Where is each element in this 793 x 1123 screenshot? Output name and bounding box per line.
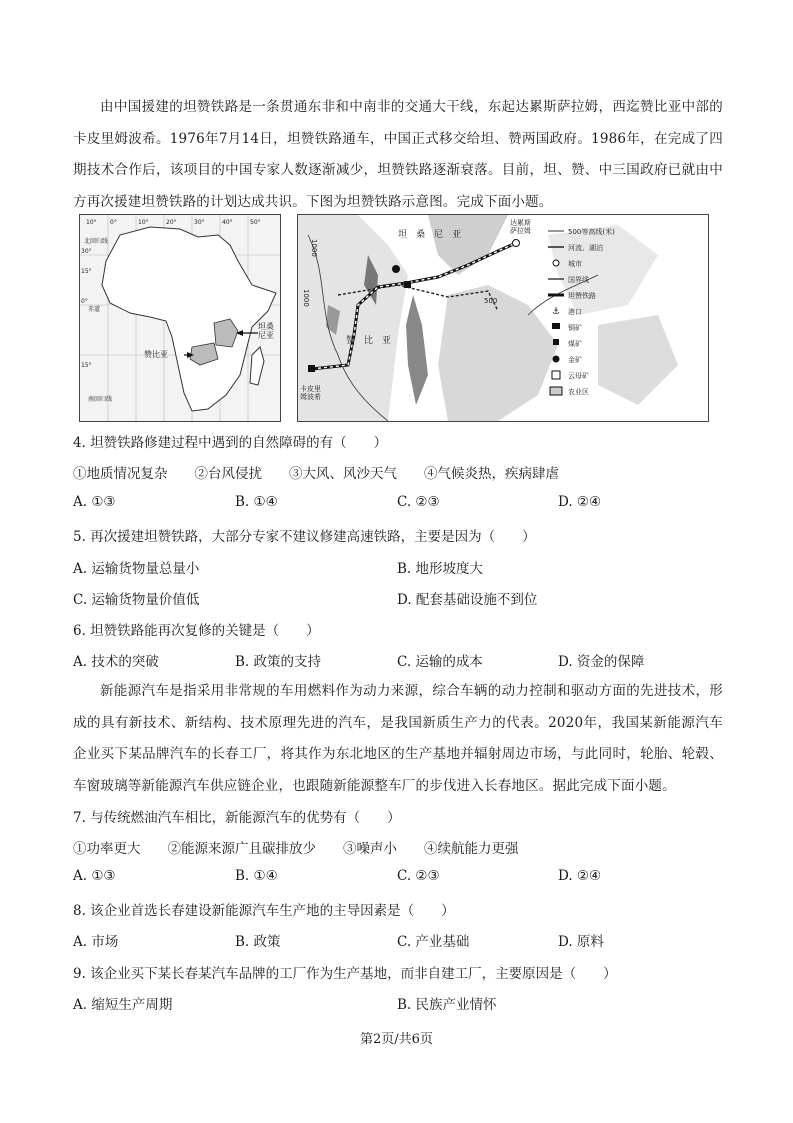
question-4-option-d[interactable]: D. ②④ xyxy=(558,494,602,510)
legend-mica: 云母矿 xyxy=(568,372,589,380)
lat-label: 0° xyxy=(81,298,88,305)
question-4-option-c[interactable]: C. ②③ xyxy=(397,494,440,510)
legend-gold: 金矿 xyxy=(568,356,582,364)
equator-label: 赤道 xyxy=(88,306,101,313)
legend-port: 港口 xyxy=(568,308,582,316)
question-6-stem: 6. 坦赞铁路能再次复修的关键是（ ） xyxy=(73,623,320,639)
passage-nev: 新能源汽车是指采用非常规的车用燃料作为动力来源，综合车辆的动力控制和驱动方面的先进技术，形成的具有新技术、新结构、技术原理先进的汽车，是我国新质生产力的代表。2020年，我国某新能源汽车企业买下某品牌汽车的长春工厂，将其作为东北地区的生产基地并辐射周边市场，与此同时，轮胎、轮毂、车窗玻璃等新能源汽车供应链企业，也跟随新能源整车厂的步伐进入长春地区。据此完成下面小题。 xyxy=(73,683,723,794)
lon-label: 30° xyxy=(194,219,205,226)
question-7-option-c[interactable]: C. ②③ xyxy=(397,868,440,884)
question-7-option-b[interactable]: B. ①④ xyxy=(235,868,278,884)
question-8-option-c[interactable]: C. 产业基础 xyxy=(397,934,470,950)
question-5-stem: 5. 再次援建坦赞铁路，大部分专家不建议修建高速铁路，主要是因为（ ） xyxy=(73,529,536,545)
question-5-option-a[interactable]: A. 运输货物量总量小 xyxy=(73,561,200,577)
lon-label: 10° xyxy=(138,219,149,226)
contour-label: 1000 xyxy=(302,289,310,307)
question-6-option-d[interactable]: D. 资金的保障 xyxy=(558,654,645,670)
lon-label: 50° xyxy=(250,219,261,226)
lon-label: 40° xyxy=(222,219,233,226)
lon-label: 10° xyxy=(86,219,97,226)
tanzania-label: 坦桑尼亚 xyxy=(258,322,274,341)
zambia-label: 赞 比 亚 xyxy=(346,336,392,346)
question-4-option-a[interactable]: A. ①③ xyxy=(73,494,116,510)
kapiri-mposhi-label: 卡皮里姆波希 xyxy=(300,385,321,402)
legend-contour: 500等高线(米) xyxy=(568,228,615,236)
question-8-option-d[interactable]: D. 原料 xyxy=(558,934,604,950)
legend-coal: 煤矿 xyxy=(568,340,582,348)
port-icon: ⚓ xyxy=(552,307,561,317)
question-8-option-b[interactable]: B. 政策 xyxy=(235,934,281,950)
contour-label: 1000 xyxy=(310,239,318,257)
legend-copper: 铜矿 xyxy=(568,324,582,332)
tropic-north-label: 北回归线 xyxy=(84,238,109,245)
lat-label: 15° xyxy=(81,268,92,275)
question-5-option-b[interactable]: B. 地形坡度大 xyxy=(397,561,484,577)
tropic-south-label: 南回归线 xyxy=(88,396,113,403)
question-4-option-b[interactable]: B. ①④ xyxy=(235,494,278,510)
tazara-detail-map xyxy=(297,214,709,422)
africa-locator-map xyxy=(79,214,281,422)
question-6-option-b[interactable]: B. 政策的支持 xyxy=(235,654,322,670)
question-7-option-a[interactable]: A. ①③ xyxy=(73,868,116,884)
lat-label: 15° xyxy=(81,362,92,369)
lon-label: 0° xyxy=(110,219,117,226)
lon-label: 20° xyxy=(166,219,177,226)
question-7-option-d[interactable]: D. ②④ xyxy=(558,868,602,884)
question-4-stem: 4. 坦赞铁路修建过程中遇到的自然障碍的有（ ） xyxy=(73,435,388,451)
question-9-stem: 9. 该企业买下某长春某汽车品牌的工厂作为生产基地，而非自建工厂，主要原因是（ ） xyxy=(73,966,617,982)
page-number: 第2页/共6页 xyxy=(360,1032,433,1047)
question-9-option-b[interactable]: B. 民族产业情怀 xyxy=(397,997,497,1013)
figure-tazara-maps xyxy=(79,214,709,422)
question-9-option-a[interactable]: A. 缩短生产周期 xyxy=(73,997,173,1013)
question-5-option-c[interactable]: C. 运输货物量价值低 xyxy=(73,592,200,608)
question-7-items: ①功率更大 ②能源来源广且碳排放少 ③噪声小 ④续航能力更强 xyxy=(73,841,519,857)
question-6-option-c[interactable]: C. 运输的成本 xyxy=(397,654,483,670)
question-5-option-d[interactable]: D. 配套基础设施不到位 xyxy=(397,592,538,608)
legend-railway: 坦赞铁路 xyxy=(568,292,596,300)
question-4-items: ①地质情况复杂 ②台风侵扰 ③大风、风沙天气 ④气候炎热，疾病肆虐 xyxy=(73,466,559,482)
contour-label: 500 xyxy=(484,297,498,305)
legend-border: 国界线 xyxy=(568,276,589,284)
dar-es-salaam-label: 达累斯萨拉姆 xyxy=(510,219,531,236)
legend-river: 河流、湖泊 xyxy=(568,244,603,252)
question-7-stem: 7. 与传统燃油汽车相比，新能源汽车的优势有（ ） xyxy=(73,810,401,826)
passage-railway: 由中国援建的坦赞铁路是一条贯通东非和中南非的交通大干线，东起达累斯萨拉姆，西迄赞比亚中部的卡皮里姆波希。1976年7月14日，坦赞铁路通车，中国正式移交给坦、赞两国政府。1986年，在完成了四期技术合作后，该项目的中国专家人数逐渐减少，坦赞铁路逐渐衰落。目前，坦、赞、中三国政府已就由中方再次援建坦赞铁路的计划达成共识。下图为坦赞铁路示意图。完成下面小题。 xyxy=(73,99,723,210)
question-8-option-a[interactable]: A. 市场 xyxy=(73,934,119,950)
zambia-label: 赞比亚 xyxy=(144,350,168,359)
legend-farmland: 农业区 xyxy=(568,388,589,396)
tanzania-label: 坦 桑 尼 亚 xyxy=(398,230,462,240)
question-8-stem: 8. 该企业首选长春建设新能源汽车生产地的主导因素是（ ） xyxy=(73,903,455,919)
legend-city: 城市 xyxy=(568,260,582,268)
question-6-option-a[interactable]: A. 技术的突破 xyxy=(73,654,159,670)
lat-label: 30° xyxy=(81,248,92,255)
